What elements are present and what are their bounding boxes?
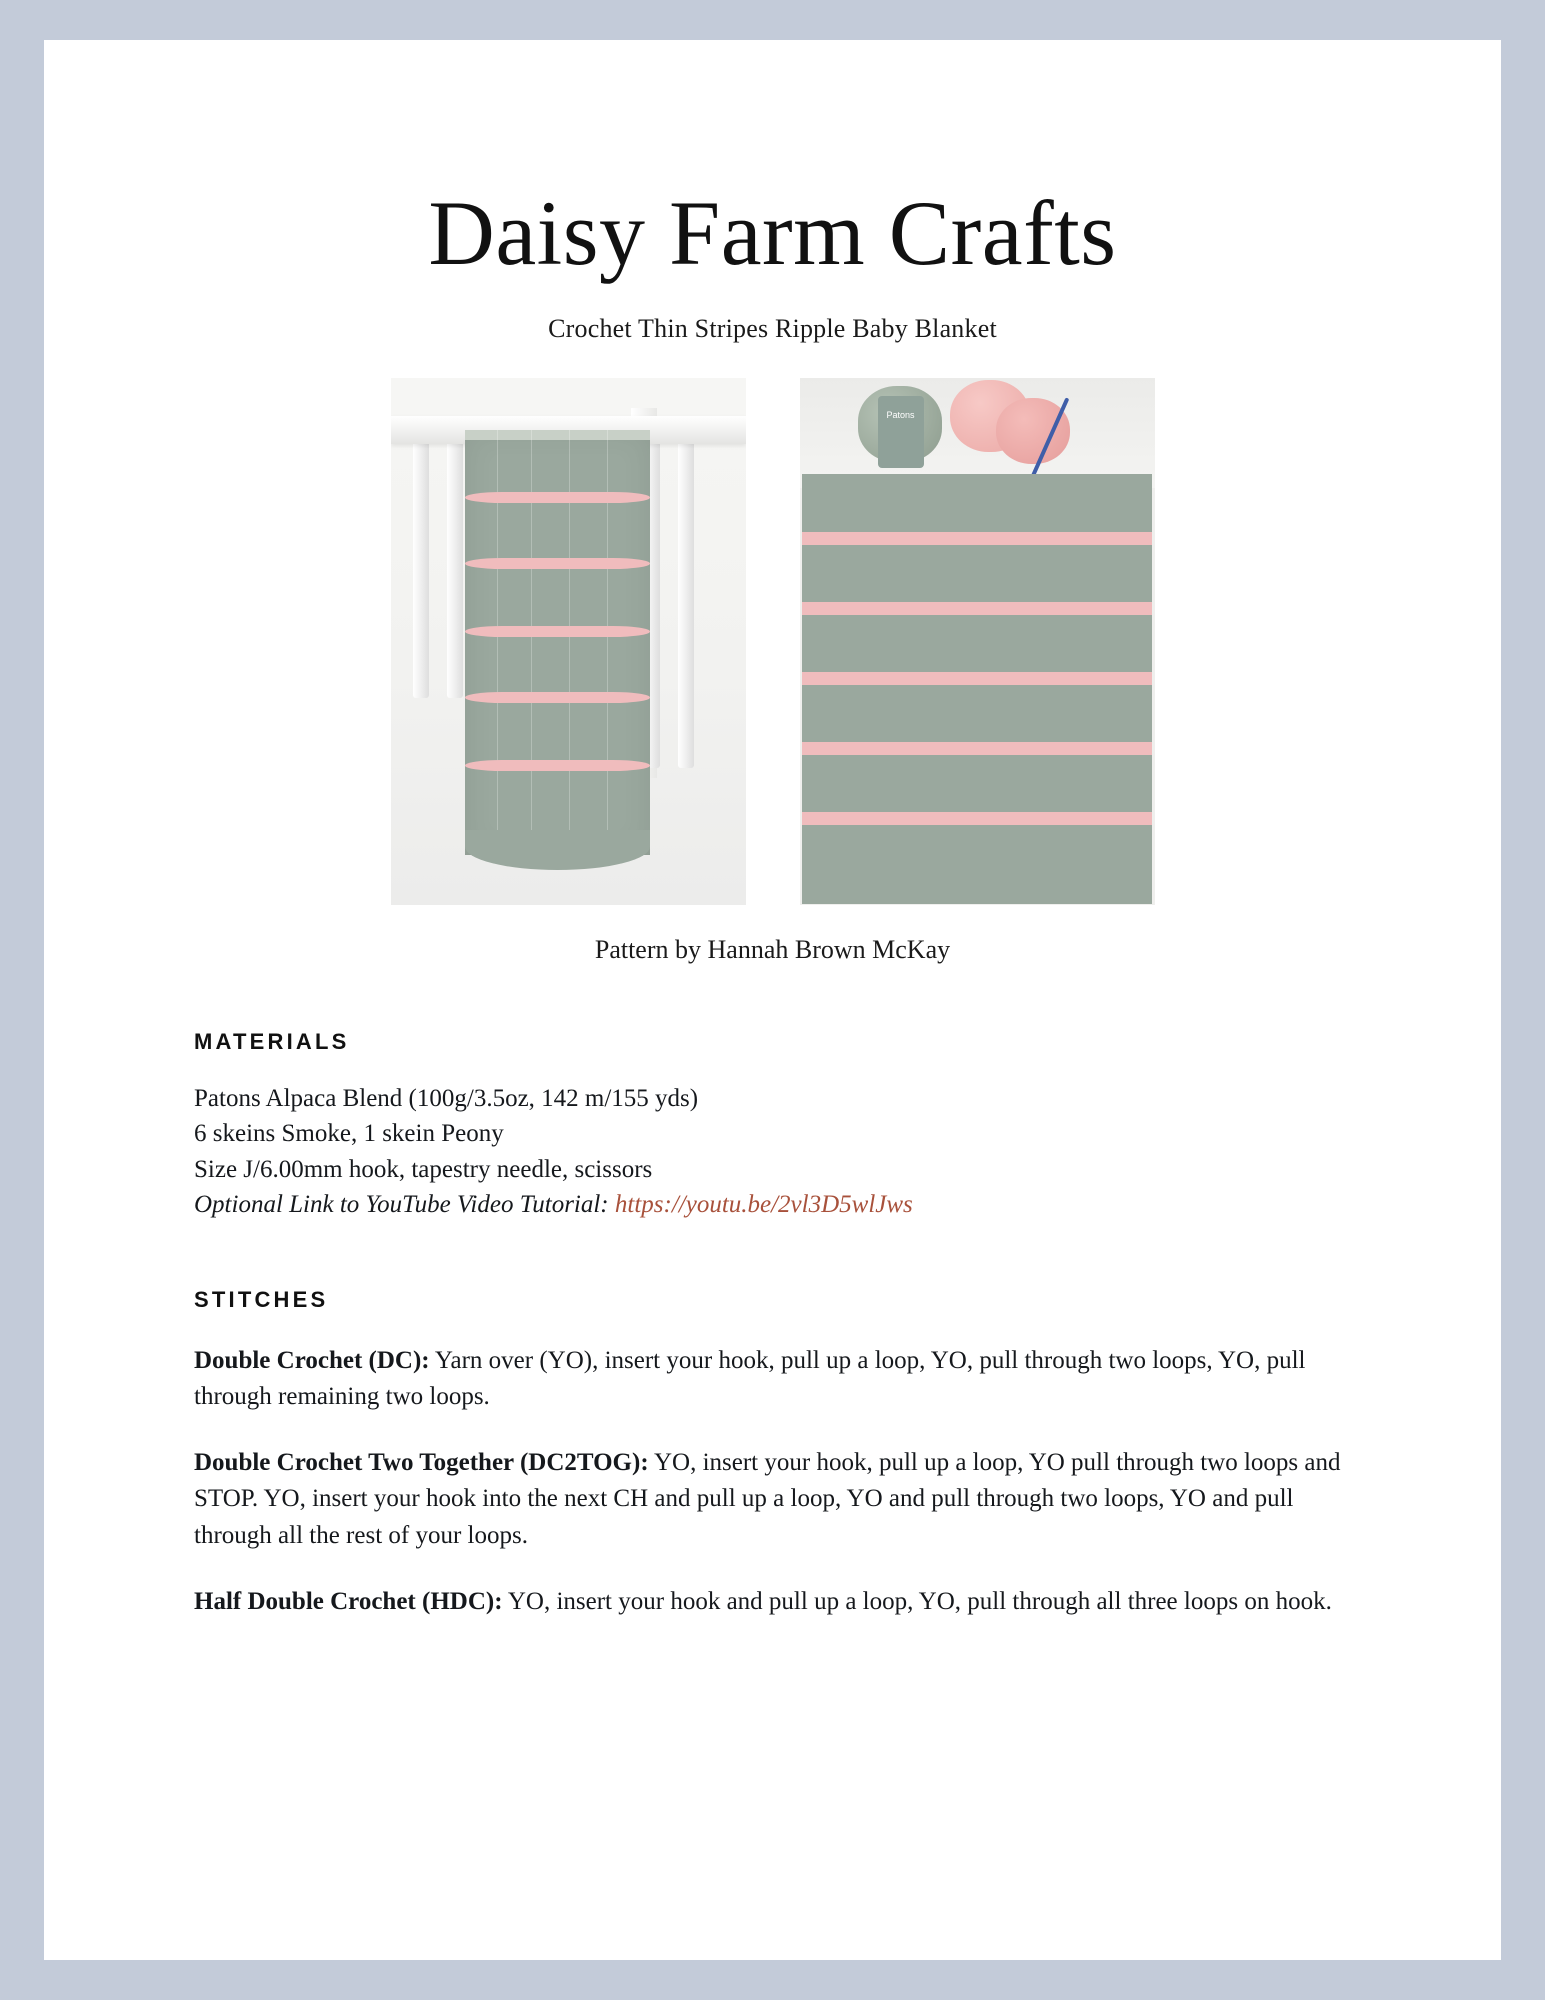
stitches-heading: STITCHES: [194, 1286, 329, 1312]
video-tutorial-label: Optional Link to YouTube Video Tutorial:: [194, 1191, 609, 1219]
materials-line-1: Patons Alpaca Blend (100g/3.5oz, 142 m/155 yds): [194, 1084, 699, 1112]
materials-list: [194, 1081, 1351, 1223]
video-tutorial-line: [194, 1187, 1351, 1223]
stitch-definition-hdc: [194, 1584, 1351, 1620]
pattern-subtitle: Crochet Thin Stripes Ripple Baby Blanket: [548, 313, 997, 343]
stitch-term-dc: Double Crochet (DC):: [194, 1346, 430, 1374]
photo-blanket-draped-on-crib: [391, 378, 746, 905]
pattern-credit: Pattern by Hannah Brown McKay: [594, 934, 951, 964]
photo-blanket-flat-with-yarn: [800, 378, 1155, 905]
page-title: Daisy Farm Crafts: [428, 182, 1117, 284]
stitch-text-dc: Yarn over (YO), insert your hook, pull up a loop, YO, pull through two loops, YO, pull through remaining two loops.: [194, 1346, 1306, 1410]
stitch-definition-dc2tog: [194, 1445, 1351, 1554]
stitch-text-hdc: YO, insert your hook and pull up a loop, YO, pull through all three loops on hook.: [502, 1587, 1332, 1615]
yarn-label: Patons: [878, 396, 924, 468]
materials-heading: MATERIALS: [194, 1028, 350, 1054]
video-tutorial-link[interactable]: https://youtu.be/2vl3D5wlJws: [614, 1191, 913, 1219]
stitch-definition-dc: [194, 1343, 1351, 1416]
photo-gallery: [194, 378, 1351, 905]
document-page: [44, 40, 1501, 1960]
stitch-text-dc2tog: YO, insert your hook, pull up a loop, YO pull through two loops and STOP. YO, insert your hook into the next CH and pull up a loop, YO and pull through two loops, YO and pull through all the rest of your loops.: [194, 1449, 1341, 1549]
materials-line-2: 6 skeins Smoke, 1 skein Peony: [194, 1120, 504, 1148]
stitch-term-dc2tog: Double Crochet Two Together (DC2TOG):: [194, 1449, 649, 1477]
stitch-term-hdc: Half Double Crochet (HDC):: [194, 1587, 503, 1615]
materials-line-3: Size J/6.00mm hook, tapestry needle, scissors: [194, 1155, 653, 1183]
